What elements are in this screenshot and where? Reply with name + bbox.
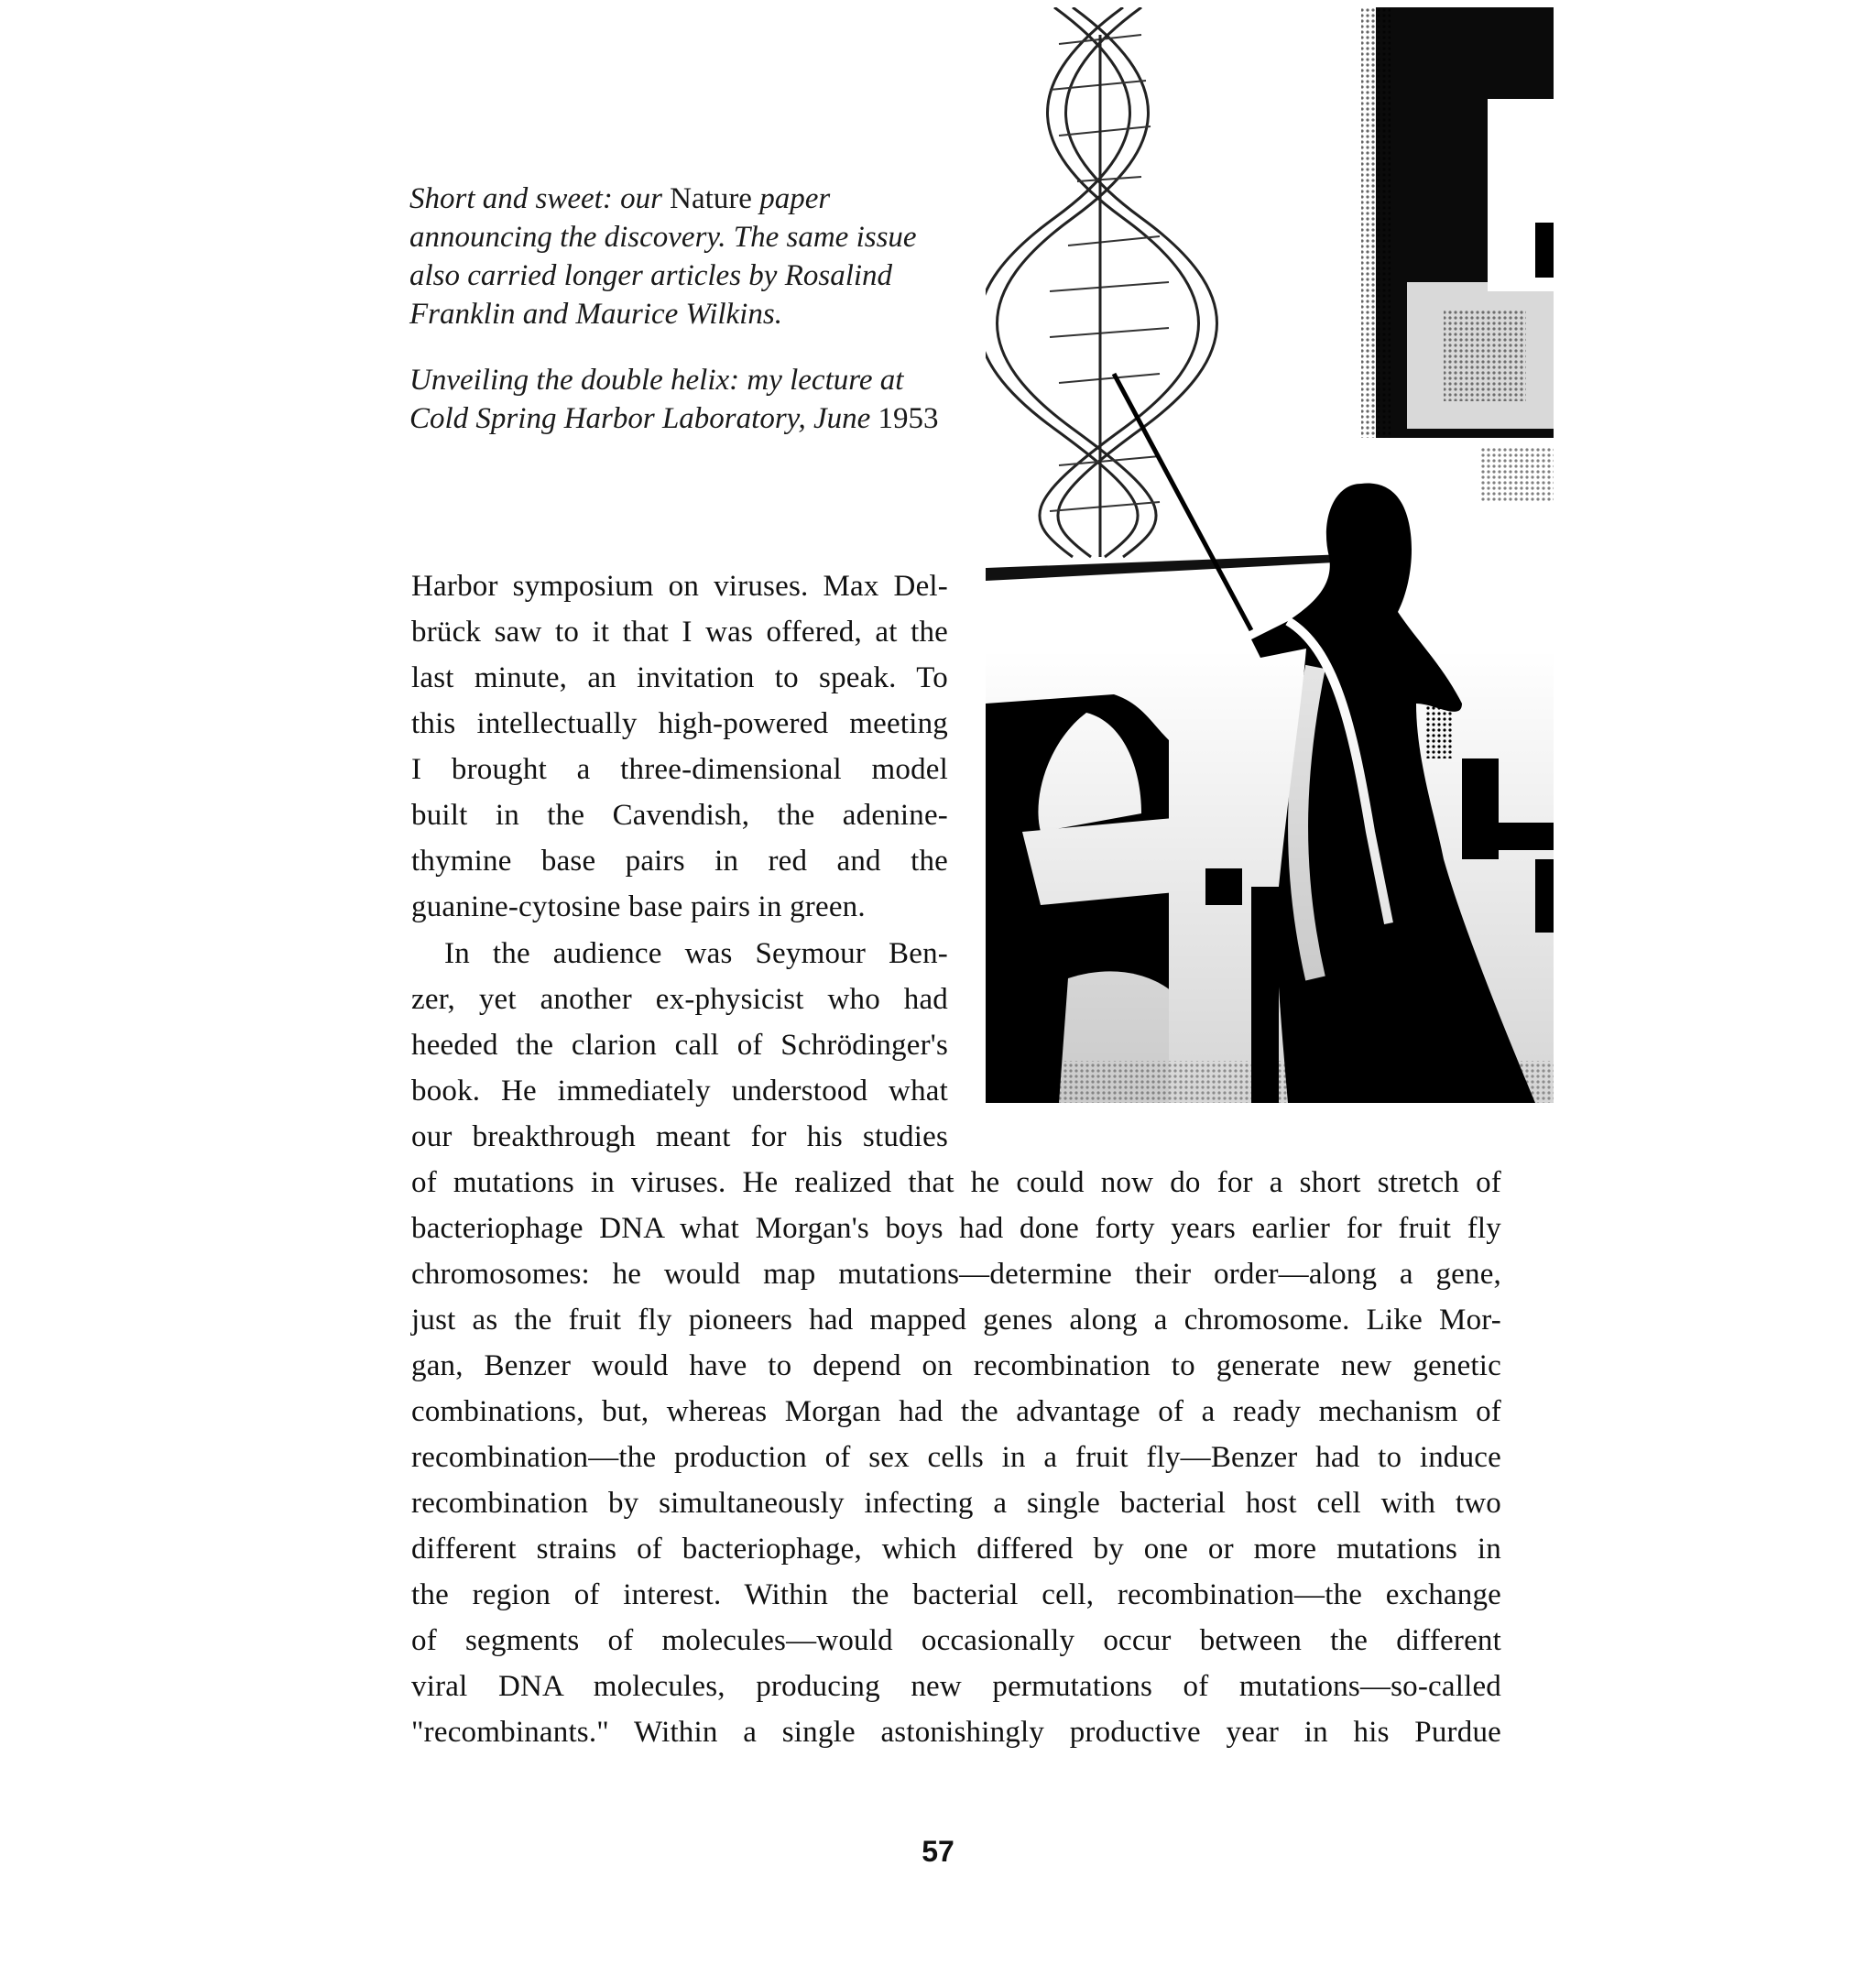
caption-year: 1953 xyxy=(878,402,939,435)
body-text-line: different strains of bacteriophage, which differed by one or more mutations in xyxy=(411,1533,1501,1566)
caption-text: paper announcing the discovery. The same issue also carried longer articles by Rosalind Franklin and Maurice Wilkins. xyxy=(409,182,917,331)
body-text-line: "recombinants." Within a single astonishingly productive year in his Purdue xyxy=(411,1716,1501,1749)
figure-caption-lecture xyxy=(409,361,959,438)
body-text-line: combinations, but, whereas Morgan had the advantage of a ready mechanism of xyxy=(411,1395,1501,1428)
figure-caption-nature-paper xyxy=(409,180,959,333)
caption-journal-name: Nature xyxy=(670,182,752,215)
body-text-line: viral DNA molecules, producing new permutations of mutations—so-called xyxy=(411,1670,1501,1703)
body-text-line: In the audience was Seymour Ben- xyxy=(444,937,948,970)
body-text-line: the region of interest. Within the bacterial cell, recombination—the exchange xyxy=(411,1578,1501,1611)
body-text-line: recombination—the production of sex cells in a fruit fly—Benzer had to induce xyxy=(411,1441,1501,1474)
body-text-line: bacteriophage DNA what Morgan's boys had done forty years earlier for fruit fly xyxy=(411,1212,1501,1245)
body-text-line: Harbor symposium on viruses. Max Del- xyxy=(411,570,948,603)
body-text-line: built in the Cavendish, the adenine- xyxy=(411,799,948,832)
body-text-line: of mutations in viruses. He realized that he could now do for a short stretch of xyxy=(411,1166,1501,1199)
caption-text: Unveiling the double helix: my lecture at Cold Spring Harbor Laboratory, June xyxy=(409,364,904,435)
caption-text: Short and sweet: our xyxy=(409,182,671,215)
body-text-line: this intellectually high-powered meeting xyxy=(411,707,948,740)
body-text-line: zer, yet another ex-physicist who had xyxy=(411,983,948,1016)
body-text-line: brück saw to it that I was offered, at the xyxy=(411,616,948,649)
body-text-line: of segments of molecules—would occasionally occur between the different xyxy=(411,1624,1501,1657)
body-text-line: just as the fruit fly pioneers had mapped genes along a chromosome. Like Mor- xyxy=(411,1304,1501,1337)
body-text-line: chromosomes: he would map mutations—determine their order—along a gene, xyxy=(411,1258,1501,1291)
body-text-line: book. He immediately understood what xyxy=(411,1075,948,1108)
body-text-line: gan, Benzer would have to depend on recombination to generate new genetic xyxy=(411,1349,1501,1382)
body-text-line: heeded the clarion call of Schrödinger's xyxy=(411,1029,948,1062)
body-text-line: our breakthrough meant for his studies xyxy=(411,1120,948,1153)
body-text-line: thymine base pairs in red and the xyxy=(411,845,948,878)
body-text-line: I brought a three-dimensional model xyxy=(411,753,948,786)
body-text-line: guanine-cytosine base pairs in green. xyxy=(411,890,866,923)
page-number: 57 xyxy=(922,1835,954,1868)
body-text-line: last minute, an invitation to speak. To xyxy=(411,661,948,694)
double-helix-lecture-photo xyxy=(986,7,1554,1103)
body-text-line: recombination by simultaneously infecting a single bacterial host cell with two xyxy=(411,1487,1501,1520)
